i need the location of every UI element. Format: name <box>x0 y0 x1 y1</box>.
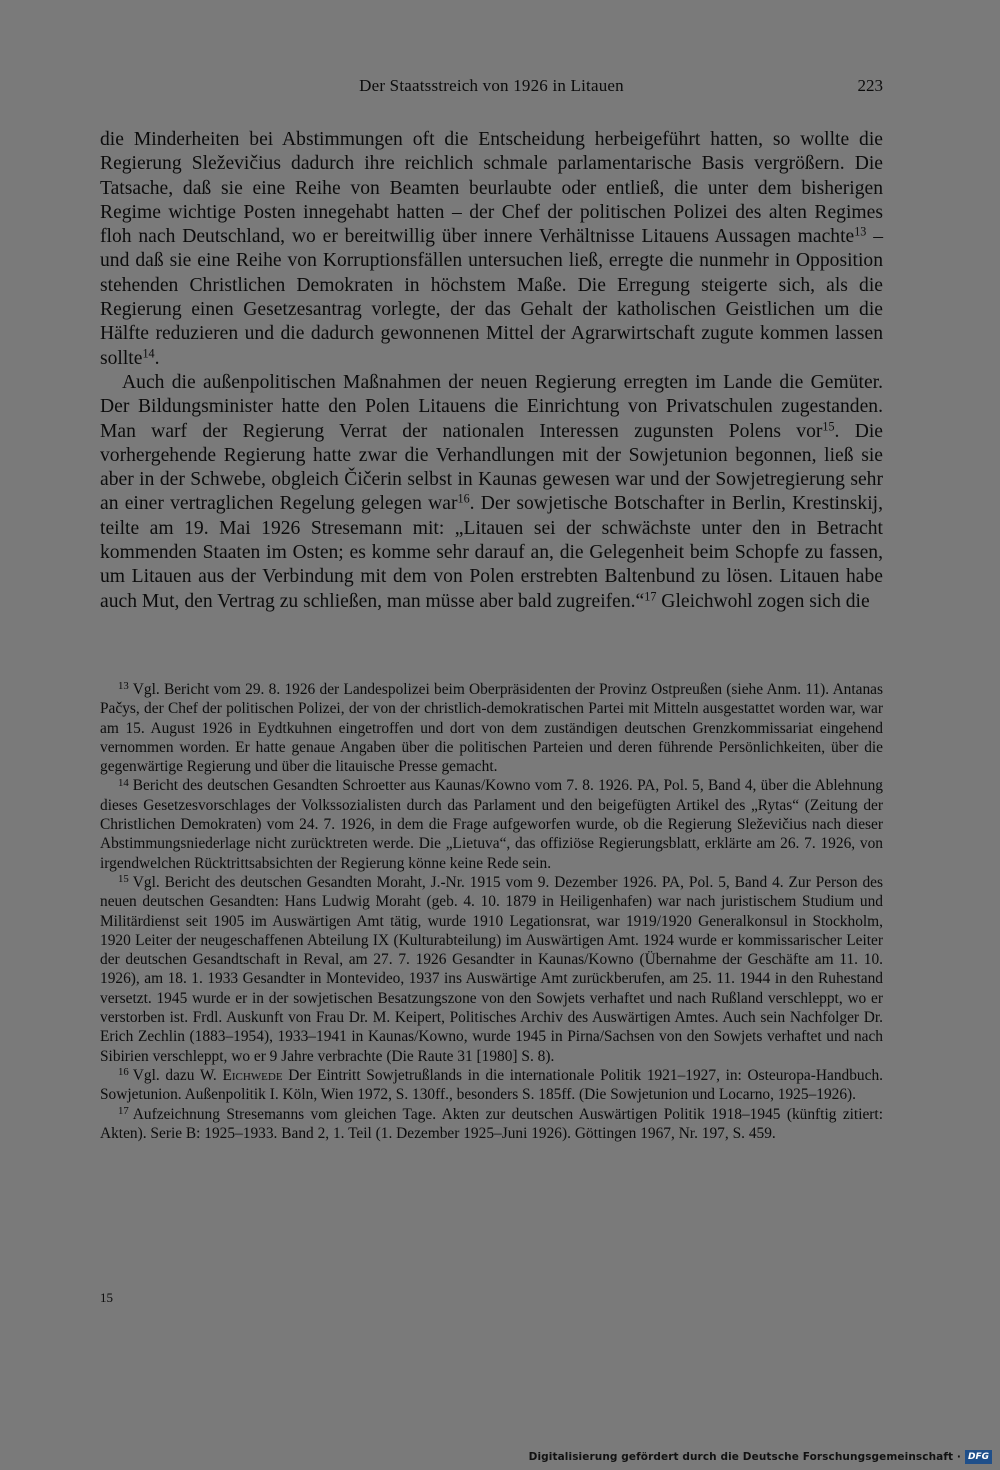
digitization-banner <box>529 1450 992 1464</box>
footnote-16 <box>100 1066 883 1105</box>
body-text-segment: die Minderheiten bei Abstimmungen oft die Entscheidung herbeigeführt hatten, so wollte die Regierung Sleževičius dadurch ihre reichlich schmale parlamentarische Basis vergrößern. Die Tatsache, daß sie eine Reihe von Beamten beurlaubte oder entließ, die unter dem bisherigen Regime wichtige Posten innegehabt hatten – der Chef der politischen Polizei des alten Regimes floh nach Deutschland, wo er bereitwillig über innere Verhältnisse Litauens Aussagen machte <box>100 129 883 248</box>
page-number: 223 <box>857 76 883 95</box>
footnote-17 <box>100 1105 883 1144</box>
body-paragraph <box>100 371 883 614</box>
footnote-text: Vgl. Bericht des deutschen Gesandten Moraht, J.-Nr. 1915 vom 9. Dezember 1926. PA, Pol. 5, Band 4. Zur Person des neuen deutschen Gesandten: Hans Ludwig Moraht (geb. 4. 10. 1879 in Heiligenhafen) war nach juristischem Studium und Militärdienst seit 1905 im Auswärtigen Amt tätig, wurde 1910 Legationsrat, war 1919/1920 Generalkonsul in Stockholm, 1920 Leiter der neugeschaffenen Abteilung IX (Kulturabteilung) im Auswärtigen Amt. 1924 wurde er kommissarischer Leiter der deutschen Gesandtschaft in Reval, am 27. 7. 1926 Gesandter in Kaunas/Kowno (Übernahme der Geschäfte am 11. 10. 1926), am 18. 1. 1933 Gesandter in Montevideo, 1937 ins Auswärtige Amt zurückberufen, am 25. 11. 1944 in den Ruhestand versetzt. 1945 wurde er in der sowjetischen Besatzungszone von den Sowjets verhaftet und nach Rußland verschleppt, wo er verstorben ist. Frdl. Auskunft von Frau Dr. M. Keipert, Politisches Archiv des Auswärtigen Amtes. Auch sein Nachfolger Dr. Erich Zechlin (1883–1954), 1933–1941 in Kaunas/Kowno, wurde 1945 in Pirna/Sachsen von den Sowjets verhaftet und nach Sibirien verschleppt, wo er 9 Jahre verbrachte (Die Raute 31 [1980] S. 8). <box>100 873 883 1065</box>
footnote-text: Der Eintritt Sowjetrußlands in die internationale Politik 1921–1927, in: Osteuropa-Handbuch. Sowjetunion. Außenpolitik I. Köln, Wien 1972, S. 130ff., besonders S. 185ff. (Die Sowjetunion und Locarno, 1925–1926). <box>100 1066 883 1104</box>
footnotes <box>100 680 883 1143</box>
body-text-segment: . Die vorhergehende Regierung hatte zwar die Verhandlungen mit der Sowjetunion begonnen, ließ sie aber in der Schwebe, obgleich Čičerin selbst in Kaunas gewesen war und der Sowjetregierung sehr an einer vertraglichen Regelung gelegen war <box>100 420 883 515</box>
signature-mark: 15 <box>100 1290 113 1305</box>
footnote-text: Bericht des deutschen Gesandten Schroetter aus Kaunas/Kowno vom 7. 8. 1926. PA, Pol. 5, Band 4, über die Ablehnung dieses Gesetzesvorschlages der Volkssozialisten durch das Parlament und den beigefügten Artikel des „Rytas“ (Zeitung der Christlichen Demokraten) vom 24. 7. 1926, in dem die Frage aufgeworfen wurde, ob die Regierung Sleževičius nach dieser Abstimmungsniederlage nicht zurücktreten werde. Die „Lietuva“, das offiziöse Regierungsblatt, erklärte am 26. 7. 1926, von irgendwelchen Rücktrittsabsichten der Regierung könne keine Rede sein. <box>100 777 883 872</box>
footnote-14 <box>100 776 883 872</box>
footnote-number: 17 <box>118 1104 129 1117</box>
footnote-text: Aufzeichnung Stresemanns vom gleichen Tage. Akten zur deutschen Auswärtigen Politik 1918–1945 (künftig zitiert: Akten). Serie B: 1925–1933. Band 2, 1. Teil (1. Dezember 1925–Juni 1926). Göttingen 1967, Nr. 197, S. 459. <box>100 1105 883 1142</box>
footnote-number: 14 <box>118 776 129 789</box>
footnote-reference: 16 <box>457 491 470 506</box>
running-title: Der Staatsstreich von 1926 in Litauen <box>359 76 624 95</box>
footnote-reference: 14 <box>142 346 155 360</box>
footnote-13 <box>100 680 883 776</box>
body-text-segment: Gleichwohl zogen sich die <box>656 590 870 612</box>
footnote-reference: 15 <box>822 418 835 433</box>
footnote-reference: 13 <box>854 224 867 239</box>
footnote-number: 16 <box>118 1066 129 1079</box>
body-text-segment: – und daß sie eine Reihe von Korruptionsfällen untersuchen ließ, erregte die nunmehr in Opposition stehenden Christlichen Demokraten in höchstem Maße. Die Erregung steigerte sich, als die Regierung einen Gesetzesantrag vorlegte, der das Gehalt der katholischen Geistlichen um die Hälfte reduzieren und die dadurch gewonnenen Mittel der Agrarwirtschaft zugute kommen lassen sollte <box>100 226 883 369</box>
body-text <box>100 128 883 614</box>
body-text-segment: Auch die außenpolitischen Maßnahmen der neuen Regierung erregten im Lande die Gemüter. Der Bildungsminister hatte den Polen Litauens die Einrichtung von Privatschulen zugestanden. Man warf der Regierung Verrat der nationalen Interessen zugunsten Polens vor <box>100 371 883 442</box>
author-name: Eichwede <box>222 1066 283 1084</box>
running-head <box>100 76 883 100</box>
dfg-logo: DFG <box>965 1450 992 1464</box>
footnote-number: 13 <box>118 680 129 693</box>
body-paragraph <box>100 128 883 371</box>
digitization-credit: Digitalisierung gefördert durch die Deutsche Forschungsgemeinschaft · <box>528 1451 961 1463</box>
body-text-segment: . Der sowjetische Botschafter in Berlin, Krestinskij, teilte am 19. Mai 1926 Stresemann mit: „Litauen sei der schwächste unter den in Betracht kommenden Staaten im Osten; es komme sehr darauf an, die Gelegenheit beim Schopfe zu fassen, um Litauen aus der Verbindung mit dem von Polen erstrebten Baltenbund zu lösen. Litauen habe auch Mut, den Vertrag zu schließen, man müsse aber bald zugreifen.“ <box>100 493 883 612</box>
footnote-reference: 17 <box>644 588 657 603</box>
footnote-number: 15 <box>118 873 129 886</box>
footnote-15 <box>100 873 883 1066</box>
body-text-segment: . <box>154 347 160 369</box>
footnote-text: Vgl. Bericht vom 29. 8. 1926 der Landespolizei beim Oberpräsidenten der Provinz Ostpreußen (siehe Anm. 11). Antanas Pačys, der Chef der politischen Polizei, der von der christlich-demokratischen Partei mit Mitteln ausgestattet worden war, war am 15. August 1926 in Eydtkuhnen eingetroffen und dort von dem zuständigen deutschen Grenzkommissariat eingehend vernommen worden. Er hatte genaue Angaben über die politischen Parteien und deren führende Persönlichkeiten, über die gegenwärtige Regierung und über die litauische Presse gemacht. <box>100 681 883 776</box>
footnote-text: Vgl. dazu W. <box>132 1066 223 1084</box>
